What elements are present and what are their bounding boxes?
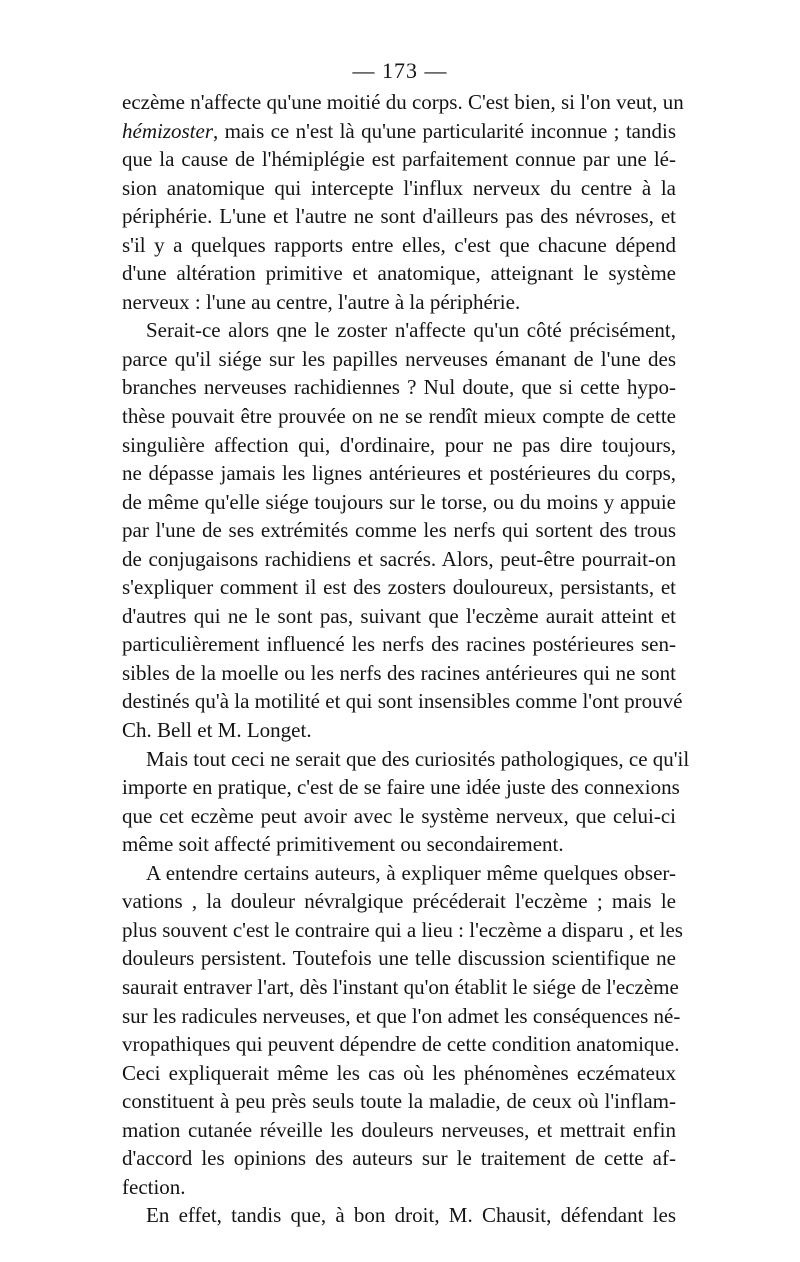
text-line: vations , la douleur névralgique précéderait l'eczème ; mais le [122,889,676,914]
text-line: de même qu'elle siége toujours sur le torse, ou du moins y appuie [122,489,676,514]
text-line: par l'une de ses extrémités comme les nerfs qui sortent des trous [122,518,676,543]
text-line: Serait-ce alors qne le zoster n'affecte qu'un côté précisément, [146,318,676,343]
text-line: de conjugaisons rachidiens et sacrés. Alors, peut-être pourrait-on [122,546,676,571]
text-line: singulière affection qui, d'ordinaire, pour ne pas dire toujours, [122,432,676,457]
text-line: d'une altération primitive et anatomique, atteignant le système [122,261,676,286]
text-line: sibles de la moelle ou les nerfs des racines antérieures qui ne sont [122,660,676,685]
text-line: particulièrement influencé les nerfs des racines postérieures sen- [122,632,676,657]
text-line: parce qu'il siége sur les papilles nerveuses émanant de l'une des [122,346,676,371]
text-line: s'expliquer comment il est des zosters douloureux, persistants, et [122,575,676,600]
text-line: même soit affecté primitivement ou secondairement. [122,832,564,857]
text-line: vropathiques qui peuvent dépendre de cette condition anatomique. [122,1032,680,1057]
text-line: En effet, tandis que, à bon droit, M. Chausit, défendant les [146,1203,676,1228]
page-number: — 173 — [352,58,448,83]
text-line: s'il y a quelques rapports entre elles, c'est que chacune dépend [122,232,676,257]
text-line: branches nerveuses rachidiennes ? Nul doute, que si cette hypo- [122,375,676,400]
line-rest: , mais ce n'est là qu'une particularité inconnue ; tandis [213,118,676,143]
text-line: importe en pratique, c'est de se faire une idée juste des connexions [122,775,680,800]
text-line: plus souvent c'est le contraire qui a lieu : l'eczème a disparu , et les [122,917,683,942]
text-line: d'accord les opinions des auteurs sur le traitement de cette af- [122,1146,676,1171]
text-line: que cet eczème peut avoir avec le système nerveux, que celui-ci [122,803,676,828]
text-line: fection. [122,1174,186,1199]
text-line: sion anatomique qui intercepte l'influx nerveux du centre à la [122,175,676,200]
italic-term: hémizoster [122,118,213,143]
text-line: destinés qu'à la motilité et qui sont insensibles comme l'ont prouvé [122,689,683,714]
body-text [122,88,690,1230]
text-line: d'autres qui ne le sont pas, suivant que l'eczème aurait atteint et [122,603,676,628]
text-line: ne dépasse jamais les lignes antérieures et postérieures du corps, [122,461,676,486]
text-line: saurait entraver l'art, dès l'instant qu'on établit le siége de l'eczème [122,974,679,999]
text-line: mation cutanée réveille les douleurs nerveuses, et mettrait enfin [122,1117,676,1142]
text-line: Ceci expliquerait même les cas où les phénomènes eczémateux [122,1060,676,1085]
text-line: constituent à peu près seuls toute la maladie, de ceux où l'inflam- [122,1089,676,1114]
text-line: nerveux : l'une au centre, l'autre à la périphérie. [122,289,521,314]
text-line: périphérie. L'une et l'autre ne sont d'ailleurs pas des névroses, et [122,204,676,229]
text-line [122,117,676,146]
text-line: thèse pouvait être prouvée on ne se rendît mieux compte de cette [122,404,676,429]
text-line: douleurs persistent. Toutefois une telle discussion scientifique ne [122,946,676,971]
text-line: sur les radicules nerveuses, et que l'on admet les conséquences né- [122,1003,681,1028]
text-line: Ch. Bell et M. Longet. [122,718,312,743]
text-line: A entendre certains auteurs, à expliquer même quelques obser- [146,860,676,885]
text-line: que la cause de l'hémiplégie est parfaitement connue par une lé- [122,147,676,172]
text-line: eczème n'affecte qu'une moitié du corps. C'est bien, si l'on veut, un [122,90,684,114]
text-line: Mais tout ceci ne serait que des curiosités pathologiques, ce qu'il [146,746,690,771]
